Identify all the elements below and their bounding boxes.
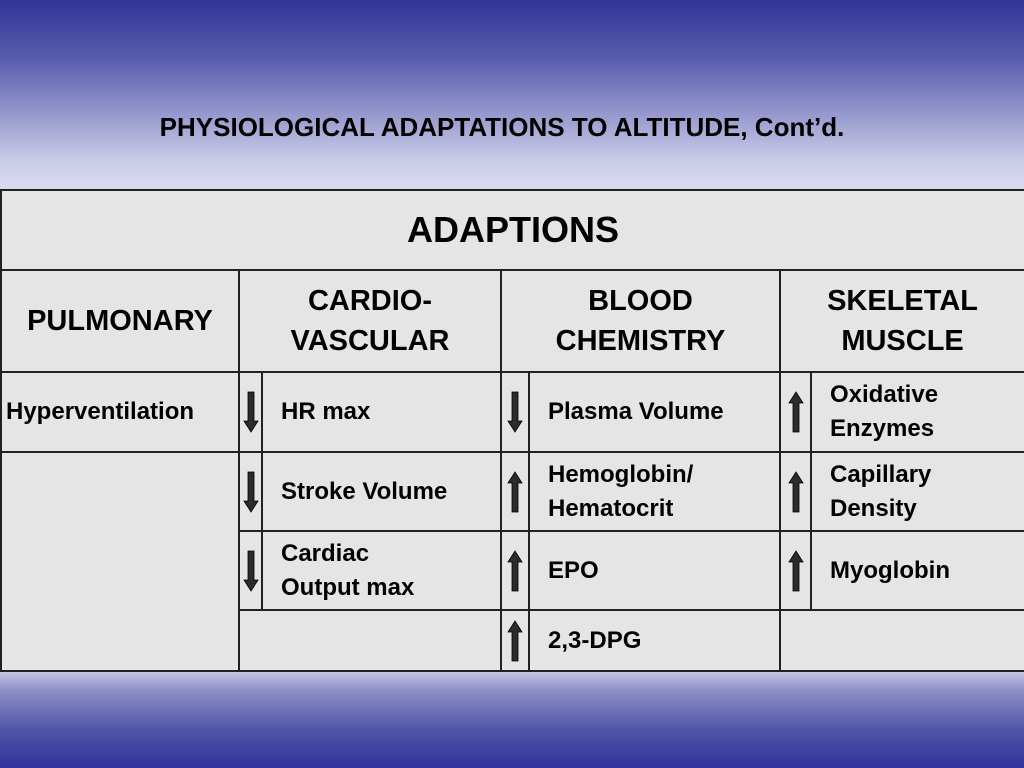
- column-header-skeletal-muscle: SKELETAL MUSCLE: [780, 270, 1024, 372]
- blood-arrow-cell: [501, 531, 529, 610]
- blood-arrow-cell: [501, 452, 529, 531]
- table-header-adaptions: ADAPTIONS: [1, 190, 1024, 270]
- muscle-arrow-cell: [780, 372, 811, 452]
- table-row: [1, 452, 1024, 531]
- cardio-empty-cell: [239, 610, 501, 671]
- muscle-cell: Myoglobin: [811, 531, 1024, 610]
- column-header-cardiovascular: CARDIO- VASCULAR: [239, 270, 501, 372]
- arrow-up-icon: [788, 391, 804, 433]
- arrow-up-icon: [507, 471, 523, 513]
- table-row: [1, 372, 1024, 452]
- blood-cell: EPO: [529, 531, 780, 610]
- arrow-up-icon: [788, 550, 804, 592]
- muscle-arrow-cell: [780, 531, 811, 610]
- arrow-up-icon: [507, 550, 523, 592]
- blood-arrow-cell: [501, 610, 529, 671]
- arrow-down-icon: [243, 471, 259, 513]
- pulmonary-empty-cell: [1, 452, 239, 671]
- cardio-arrow-cell: [239, 372, 262, 452]
- pulmonary-cell: Hyperventilation: [1, 372, 239, 452]
- blood-arrow-cell: [501, 372, 529, 452]
- adaptations-table: [0, 189, 1024, 672]
- arrow-down-icon: [243, 550, 259, 592]
- cardio-arrow-cell: [239, 452, 262, 531]
- arrow-down-icon: [507, 391, 523, 433]
- blood-cell: Plasma Volume: [529, 372, 780, 452]
- muscle-empty-cell: [780, 610, 1024, 671]
- column-header-blood-chemistry: BLOOD CHEMISTRY: [501, 270, 780, 372]
- arrow-up-icon: [507, 620, 523, 662]
- column-header-pulmonary: PULMONARY: [1, 270, 239, 372]
- cardio-cell: Stroke Volume: [262, 452, 501, 531]
- blood-cell: 2,3-DPG: [529, 610, 780, 671]
- muscle-cell: Oxidative Enzymes: [811, 372, 1024, 452]
- cardio-arrow-cell: [239, 531, 262, 610]
- slide-title: PHYSIOLOGICAL ADAPTATIONS TO ALTITUDE, Cont’d.: [159, 112, 845, 142]
- blood-cell: Hemoglobin/ Hematocrit: [529, 452, 780, 531]
- muscle-cell: Capillary Density: [811, 452, 1024, 531]
- cardio-cell: Cardiac Output max: [262, 531, 501, 610]
- arrow-up-icon: [788, 471, 804, 513]
- muscle-arrow-cell: [780, 452, 811, 531]
- arrow-down-icon: [243, 391, 259, 433]
- cardio-cell: HR max: [262, 372, 501, 452]
